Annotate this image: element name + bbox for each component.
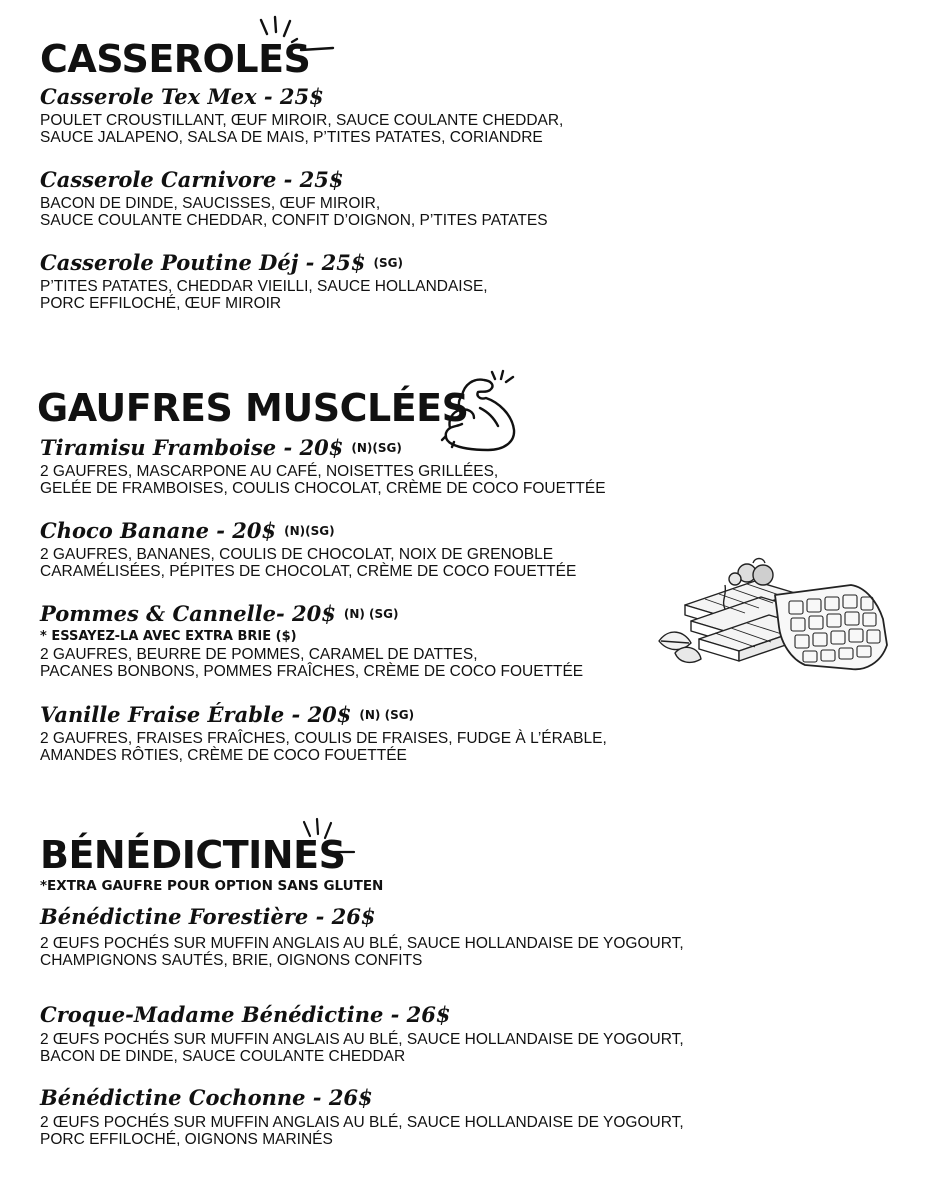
menu-item-title: Casserole Carnivore - 25$: [40, 167, 344, 192]
sparkle-icon: [255, 14, 337, 56]
section-title-benedictines: BÉNÉDICTINES: [40, 833, 346, 877]
menu-item-description: 2 GAUFRES, MASCARPONE AU CAFÉ, NOISETTES GRILLÉES, GELÉE DE FRAMBOISES, COULIS CHOCOLAT, CRÈME DE COCO FOUETTÉE: [40, 463, 606, 497]
menu-item-description: 2 GAUFRES, BEURRE DE POMMES, CARAMEL DE DATTES, PACANES BONBONS, POMMES FRAÎCHES, CRÈME DE COCO FOUETTÉE: [40, 646, 584, 680]
menu-item-title: Choco Banane - 20$ (N)(SG): [40, 518, 335, 543]
menu-item-title: Casserole Tex Mex - 25$: [40, 84, 324, 109]
menu-item-title: Pommes & Cannelle- 20$ (N) (SG): [40, 601, 399, 626]
menu-item-title: Bénédictine Forestière - 26$: [40, 904, 376, 929]
dietary-tags: (N)(SG): [284, 524, 335, 538]
menu-item-description: 2 ŒUFS POCHÉS SUR MUFFIN ANGLAIS AU BLÉ, SAUCE HOLLANDAISE DE YOGOURT, CHAMPIGNONS SAUTÉS, BRIE, OIGNONS CONFITS: [40, 935, 684, 969]
menu-item-title: Bénédictine Cochonne - 26$: [40, 1085, 373, 1110]
menu-item-description: 2 ŒUFS POCHÉS SUR MUFFIN ANGLAIS AU BLÉ, SAUCE HOLLANDAISE DE YOGOURT, PORC EFFILOCHÉ, OIGNONS MARINÉS: [40, 1114, 684, 1148]
menu-item-description: P’TITES PATATES, CHEDDAR VIEILLI, SAUCE HOLLANDAISE, PORC EFFILOCHÉ, ŒUF MIROIR: [40, 278, 488, 312]
dietary-tags: (SG): [373, 256, 403, 270]
menu-item-description: POULET CROUSTILLANT, ŒUF MIROIR, SAUCE COULANTE CHEDDAR, SAUCE JALAPENO, SALSA DE MAIS, P’TITES PATATES, CORIANDRE: [40, 112, 564, 146]
menu-item-title: Vanille Fraise Érable - 20$ (N) (SG): [40, 702, 415, 727]
section-title-casseroles: CASSEROLES: [40, 37, 311, 81]
dietary-tags: (N) (SG): [343, 607, 399, 621]
waffle-stack-illustration: [655, 555, 890, 680]
menu-item-description: 2 ŒUFS POCHÉS SUR MUFFIN ANGLAIS AU BLÉ, SAUCE HOLLANDAISE DE YOGOURT, BACON DE DINDE, SAUCE COULANTE CHEDDAR: [40, 1031, 684, 1065]
menu-item-note: * ESSAYEZ-LA AVEC EXTRA BRIE ($): [40, 629, 297, 644]
menu-item-description: 2 GAUFRES, FRAISES FRAÎCHES, COULIS DE FRAISES, FUDGE À L’ÉRABLE, AMANDES RÔTIES, CRÈME DE COCO FOUETTÉE: [40, 730, 607, 764]
flexed-bicep-icon: [440, 368, 522, 454]
section-note: *EXTRA GAUFRE POUR OPTION SANS GLUTEN: [40, 878, 384, 894]
sparkle-icon: [300, 816, 360, 860]
menu-item-description: 2 GAUFRES, BANANES, COULIS DE CHOCOLAT, NOIX DE GRENOBLE CARAMÉLISÉES, PÉPITES DE CHOCOLAT, CRÈME DE COCO FOUETTÉE: [40, 546, 577, 580]
menu-item-title: Croque-Madame Bénédictine - 26$: [40, 1002, 451, 1027]
menu-item-title: Casserole Poutine Déj - 25$ (SG): [40, 250, 403, 275]
menu-item-title: Tiramisu Framboise - 20$ (N)(SG): [40, 435, 402, 460]
menu-item-description: BACON DE DINDE, SAUCISSES, ŒUF MIROIR, SAUCE COULANTE CHEDDAR, CONFIT D’OIGNON, P’TITES PATATES: [40, 195, 548, 229]
dietary-tags: (N)(SG): [351, 441, 402, 455]
section-title-gaufres-musclees: GAUFRES MUSCLÉES: [37, 386, 469, 430]
dietary-tags: (N) (SG): [359, 708, 415, 722]
